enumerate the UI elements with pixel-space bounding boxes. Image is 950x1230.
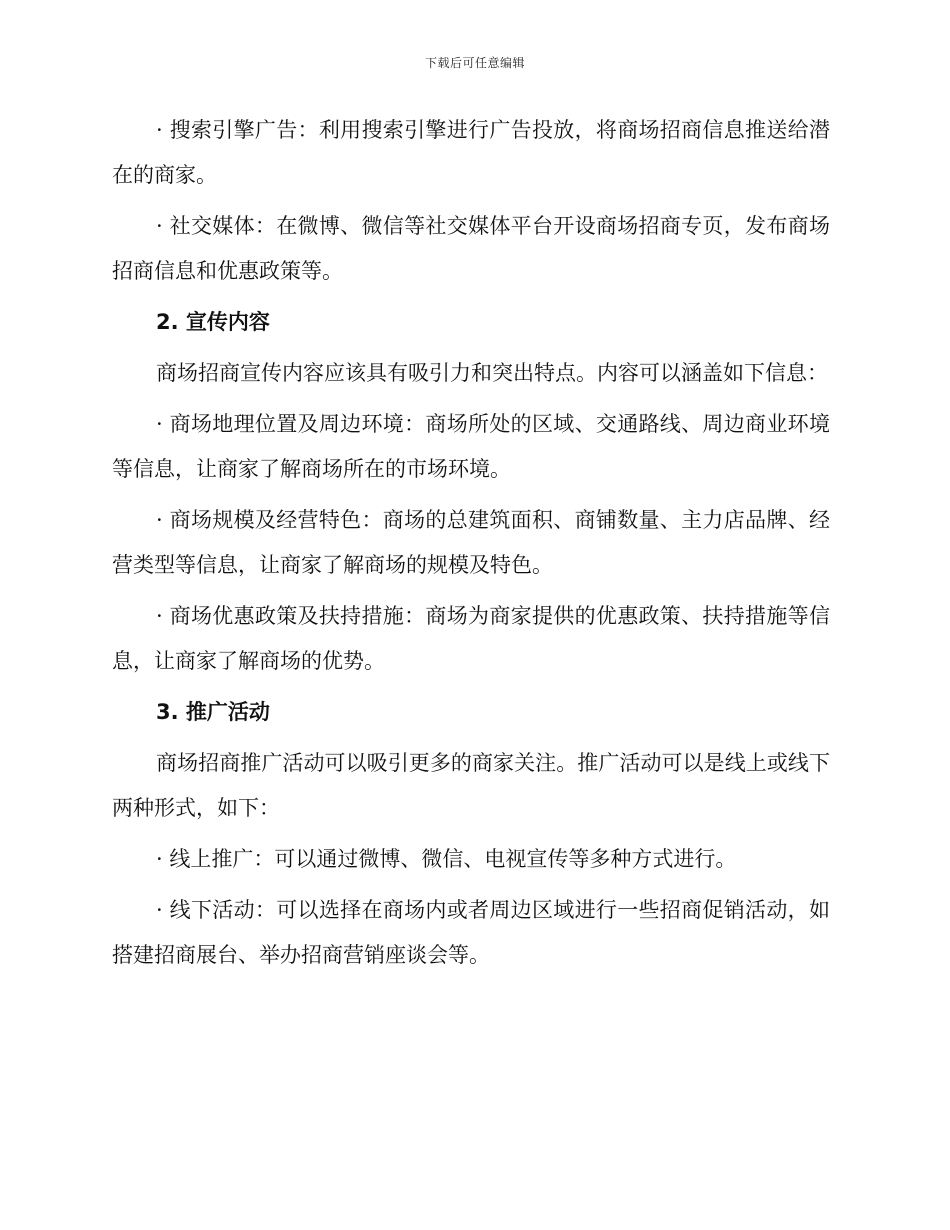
paragraph-online-promo: · 线上推广：可以通过微博、微信、电视宣传等多种方式进行。 [156, 847, 737, 871]
paragraph-offline-events: · 线下活动：可以选择在商场内或者周边区域进行一些招商促销活动，如搭建招商展台、举办招商营销座谈会等。 [112, 898, 830, 967]
section-heading-promo-content: 2. 宣传内容 [156, 310, 270, 334]
paragraph-scale: · 商场规模及经营特色：商场的总建筑面积、商铺数量、主力店品牌、经营类型等信息，让商家了解商场的规模及特色。 [112, 508, 830, 577]
paragraph-social-media: · 社交媒体：在微博、微信等社交媒体平台开设商场招商专页，发布商场招商信息和优惠政策等。 [112, 214, 830, 283]
paragraph-activities-intro: 商场招商推广活动可以吸引更多的商家关注。推广活动可以是线上或线下两种形式，如下： [112, 751, 830, 820]
page-header: 下载后可任意编辑 [424, 56, 525, 70]
paragraph-location: · 商场地理位置及周边环境：商场所处的区域、交通路线、周边商业环境等信息，让商家了解商场所在的市场环境。 [112, 412, 830, 481]
paragraph-promo-content-intro: 商场招商宣传内容应该具有吸引力和突出特点。内容可以涵盖如下信息： [156, 361, 828, 385]
paragraph-search-ads: · 搜索引擎广告：利用搜索引擎进行广告投放，将商场招商信息推送给潜在的商家。 [112, 118, 830, 187]
paragraph-policies: · 商场优惠政策及扶持措施：商场为商家提供的优惠政策、扶持措施等信息，让商家了解商场的优势。 [112, 604, 830, 673]
section-heading-promo-activities: 3. 推广活动 [156, 700, 270, 724]
document-body [112, 108, 830, 984]
